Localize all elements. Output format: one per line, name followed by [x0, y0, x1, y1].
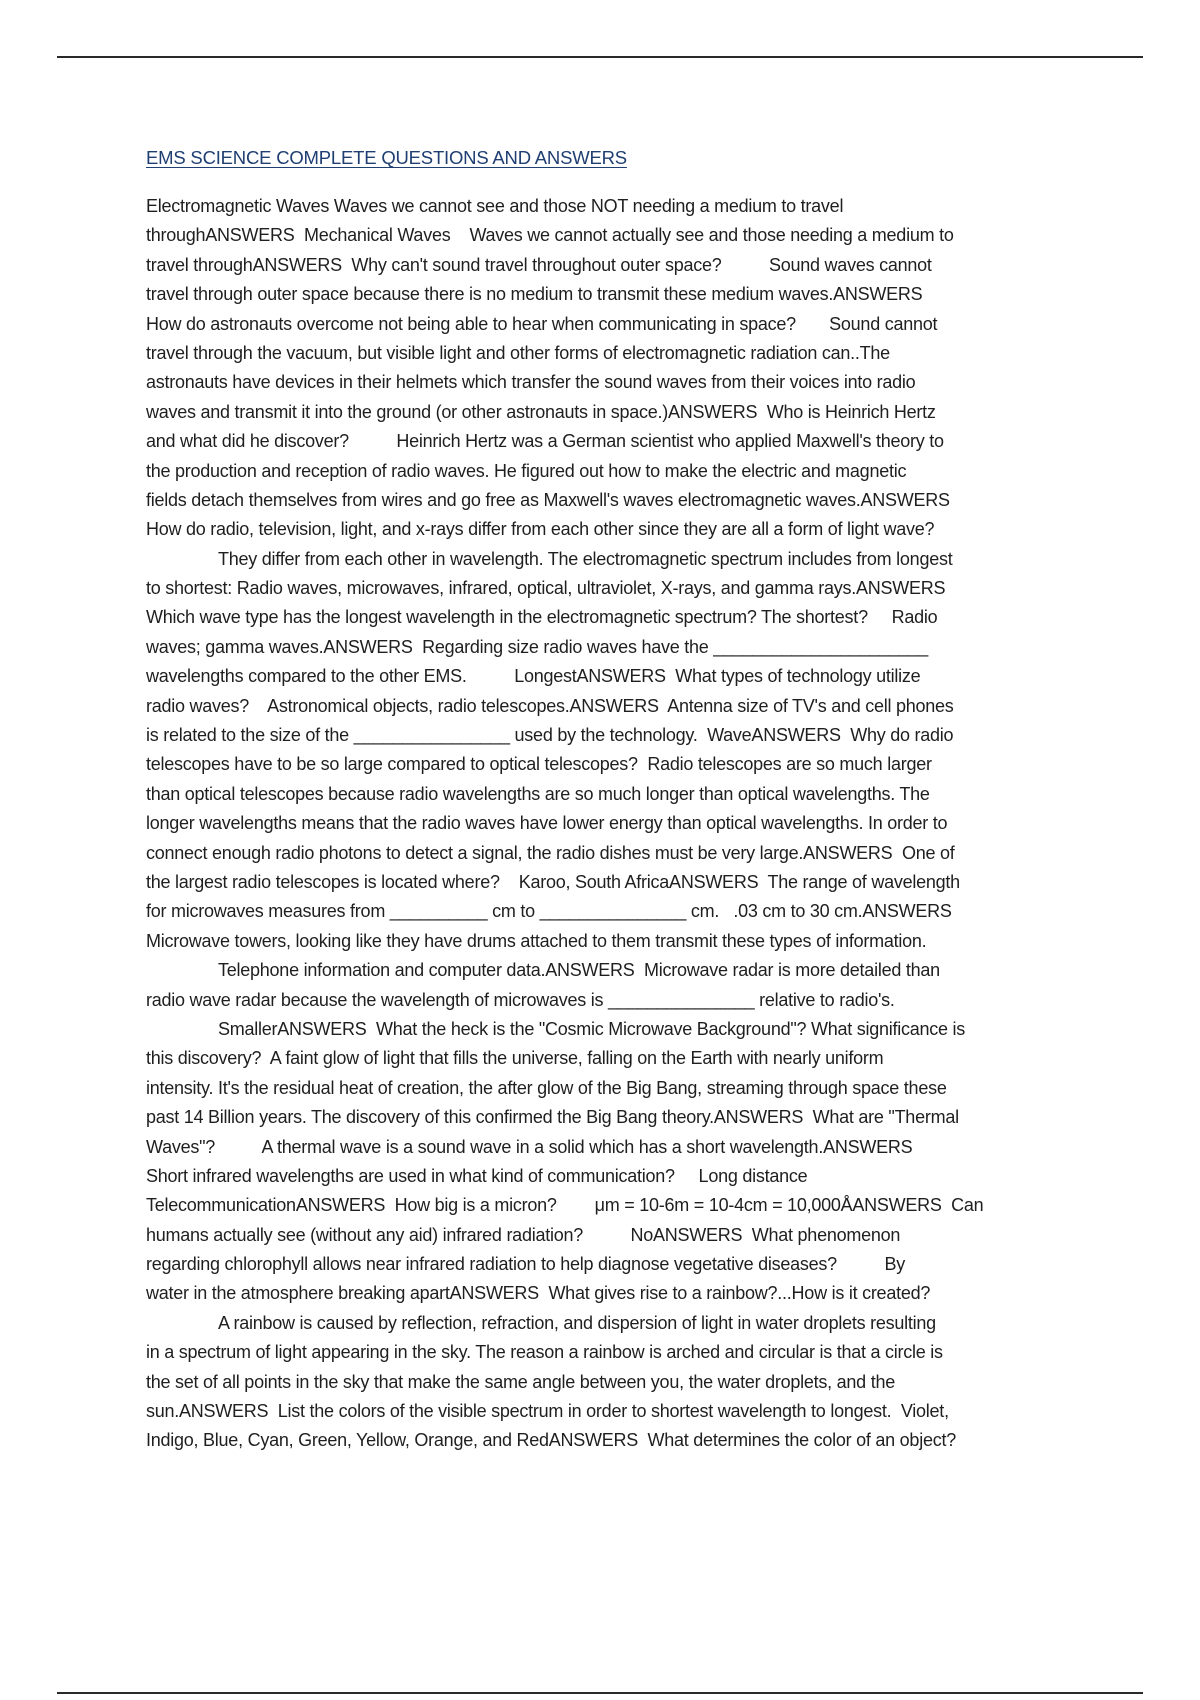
- text-line: the set of all points in the sky that make the same angle between you, the water droplets, and the: [146, 1371, 895, 1392]
- text-line: this discovery? A faint glow of light that fills the universe, falling on the Earth with nearly uniform: [146, 1048, 884, 1069]
- text-line: than optical telescopes because radio wavelengths are so much longer than optical wavelengths. The: [146, 783, 930, 804]
- text-line: How do astronauts overcome not being able to hear when communicating in space? Sound cannot: [146, 313, 938, 334]
- text-line: the largest radio telescopes is located where? Karoo, South AfricaANSWERS The range of wavelength: [146, 871, 960, 892]
- text-line: Short infrared wavelengths are used in what kind of communication? Long distance: [146, 1165, 808, 1186]
- text-line: Which wave type has the longest wavelength in the electromagnetic spectrum? The shortest? Radio: [146, 607, 938, 628]
- text-line: waves; gamma waves.ANSWERS Regarding size radio waves have the ______________________: [146, 636, 928, 657]
- text-line: fields detach themselves from wires and go free as Maxwell's waves electromagnetic waves.ANSWERS: [146, 489, 950, 510]
- text-line: radio waves? Astronomical objects, radio telescopes.ANSWERS Antenna size of TV's and cell phones: [146, 695, 954, 716]
- text-line: past 14 Billion years. The discovery of this confirmed the Big Bang theory.ANSWERS What are "Thermal: [146, 1107, 959, 1128]
- text-line: waves and transmit it into the ground (or other astronauts in space.)ANSWERS Who is Heinrich Hertz: [146, 401, 936, 422]
- text-line: Waves"? A thermal wave is a sound wave in a solid which has a short wavelength.ANSWERS: [146, 1136, 913, 1157]
- text-line: to shortest: Radio waves, microwaves, infrared, optical, ultraviolet, X-rays, and gamma rays.ANSWERS: [146, 578, 946, 599]
- text-line: humans actually see (without any aid) infrared radiation? NoANSWERS What phenomenon: [146, 1224, 901, 1245]
- text-line: for microwaves measures from __________ cm to _______________ cm. .03 cm to 30 cm.ANSWERS: [146, 901, 952, 922]
- text-line: Telephone information and computer data.ANSWERS Microwave radar is more detailed than: [218, 960, 940, 981]
- text-line: astronauts have devices in their helmets which transfer the sound waves from their voices into radio: [146, 372, 916, 393]
- header-rule: [57, 56, 1143, 58]
- document-title: EMS SCIENCE COMPLETE QUESTIONS AND ANSWERS: [146, 147, 627, 168]
- footer-rule: [57, 1692, 1143, 1694]
- text-line: wavelengths compared to the other EMS. LongestANSWERS What types of technology utilize: [146, 666, 921, 687]
- text-line: longer wavelengths means that the radio waves have lower energy than optical wavelengths. In order to: [146, 813, 948, 834]
- text-line: and what did he discover? Heinrich Hertz was a German scientist who applied Maxwell's theory to: [146, 431, 944, 452]
- text-line: travel through the vacuum, but visible light and other forms of electromagnetic radiation can..The: [146, 342, 890, 363]
- text-line: in a spectrum of light appearing in the sky. The reason a rainbow is arched and circular is that a circle is: [146, 1342, 943, 1363]
- document-body: [146, 192, 1096, 1456]
- text-line: travel through outer space because there is no medium to transmit these medium waves.ANSWERS: [146, 284, 923, 305]
- text-line: A rainbow is caused by reflection, refraction, and dispersion of light in water droplets resulting: [218, 1312, 936, 1333]
- text-line: radio wave radar because the wavelength of microwaves is _______________ relative to radio's.: [146, 989, 895, 1010]
- text-line: SmallerANSWERS What the heck is the "Cosmic Microwave Background"? What significance is: [218, 1018, 966, 1039]
- text-line: Indigo, Blue, Cyan, Green, Yellow, Orange, and RedANSWERS What determines the color of an object?: [146, 1430, 956, 1451]
- text-line: connect enough radio photons to detect a signal, the radio dishes must be very large.ANSWERS One of: [146, 842, 955, 863]
- text-line: telescopes have to be so large compared to optical telescopes? Radio telescopes are so much larger: [146, 754, 932, 775]
- text-line: intensity. It's the residual heat of creation, the after glow of the Big Bang, streaming through space these: [146, 1077, 947, 1098]
- text-line: Electromagnetic Waves Waves we cannot see and those NOT needing a medium to travel: [146, 196, 844, 216]
- text-line: is related to the size of the ________________ used by the technology. WaveANSWERS Why do radio: [146, 725, 954, 746]
- text-line: Microwave towers, looking like they have drums attached to them transmit these types of information.: [146, 930, 927, 951]
- text-line: sun.ANSWERS List the colors of the visible spectrum in order to shortest wavelength to longest. Violet,: [146, 1401, 949, 1422]
- text-line: They differ from each other in wavelength. The electromagnetic spectrum includes from longest: [218, 548, 953, 569]
- text-line: How do radio, television, light, and x-rays differ from each other since they are all a form of light wave?: [146, 519, 935, 540]
- text-line: travel throughANSWERS Why can't sound travel throughout outer space? Sound waves cannot: [146, 254, 932, 275]
- text-line: throughANSWERS Mechanical Waves Waves we cannot actually see and those needing a medium to: [146, 225, 954, 246]
- text-line: regarding chlorophyll allows near infrared radiation to help diagnose vegetative diseases? By: [146, 1254, 905, 1275]
- text-line: TelecommunicationANSWERS How big is a micron? μm = 10-6m = 10-4cm = 10,000ÅANSWERS Can: [146, 1195, 984, 1216]
- text-line: the production and reception of radio waves. He figured out how to make the electric and magnetic: [146, 460, 907, 481]
- text-line: water in the atmosphere breaking apartANSWERS What gives rise to a rainbow?...How is it created?: [146, 1283, 931, 1304]
